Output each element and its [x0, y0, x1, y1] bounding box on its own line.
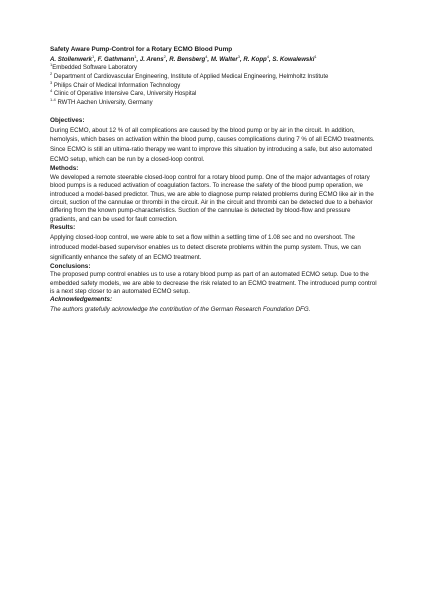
- section-body-conclusions: The proposed pump control enables us to use a rotary blood pump as part of an automated ECMO setup. Due to the embedded safety models, we are able to decrease the risk related to an ECMO treatment. The introduced pump control is a next step closer to an automated ECMO setup.: [50, 271, 377, 295]
- affiliation: $^{1-4}$ RWTH Aachen University, Germany: [50, 97, 153, 107]
- section-heading-conclusions: Conclusions:: [50, 262, 91, 270]
- affiliation: $^4$ Clinic of Operative Intensive Care, University Hospital: [50, 88, 197, 98]
- affiliation: $^3$ Philips Chair of Medical Information Technology: [50, 79, 181, 89]
- author: M. Walter$^3$: [210, 53, 241, 63]
- section-heading-results: Results:: [50, 224, 76, 232]
- author: R. Kopp$^4$: [243, 53, 270, 63]
- author-list: A. Stollenwerk$^1$, F. Gathmann$^1$, J. Arens$^2$, R. Bensberg$^4$, M. Walter$^3$, R. Kopp$^4$, S. Kowalewski$^1$: [50, 53, 317, 63]
- author: A. Stollenwerk$^1$: [50, 53, 95, 63]
- section-body-objectives: During ECMO, about 12 % of all complications are caused by the blood pump or by air in the circuit. In addition, hemolysis, which bases on activation within the blood pump, causes complications during 7 % of all ECMO treatments. Since ECMO is still an ultima-ratio therapy we want to improve this situation by introducing a safe, but also automated ECMO setup, which can be run by a closed-loop control.: [50, 126, 375, 164]
- section-heading-objectives: Objectives:: [50, 116, 85, 124]
- author: J. Arens$^2$: [139, 53, 166, 63]
- affiliation: $^1$Embedded Software Laboratory: [50, 62, 137, 71]
- section-body-results: Applying closed-loop control, we were able to set a flow within a settling time of 1.08 sec and no overshoot. The introduced model-based supervisor enables us to detect discrete problems within the pump system. Thus, we can significantly enhance the safety of an ECMO treatment.: [50, 233, 361, 261]
- section-body-methods: We developed a remote steerable closed-loop control for a rotary blood pump. One of the major advantages of rotary blood pumps is a reduced activation of coagulation factors. To increase the safety of the blood pump operation, we introduced a model-based predictor. Thus, we are able to diagnose pump related problems during ECMO like air in the circuit, suction of the cannulae or thrombi in the circuit. Air in the circuit and thrombi can be detected due to a behavior differing from the known pump-characteristics. Suction of the cannulae is detected by blood-flow and pressure gradients, and can be used for fault correction.: [50, 173, 374, 223]
- author: S. Kowalewski$^1$: [272, 53, 317, 63]
- spacer: [50, 108, 379, 117]
- section-body-acknowledgements: The authors gratefully acknowledge the contribution of the German Research Foundation DFG.: [50, 305, 311, 313]
- author: R. Bensberg$^4$: [169, 53, 208, 63]
- author: F. Gathmann$^1$: [97, 53, 137, 63]
- affiliation: $^2$ Department of Cardiovascular Engineering, Institute of Applied Medical Engineering, Helmholtz Institute: [50, 70, 329, 80]
- section-heading-acknowledgements: Acknowledgements:: [50, 296, 113, 304]
- paper-title: Safety Aware Pump-Control for a Rotary ECMO Blood Pump: [50, 46, 233, 53]
- section-heading-methods: Methods:: [50, 165, 79, 173]
